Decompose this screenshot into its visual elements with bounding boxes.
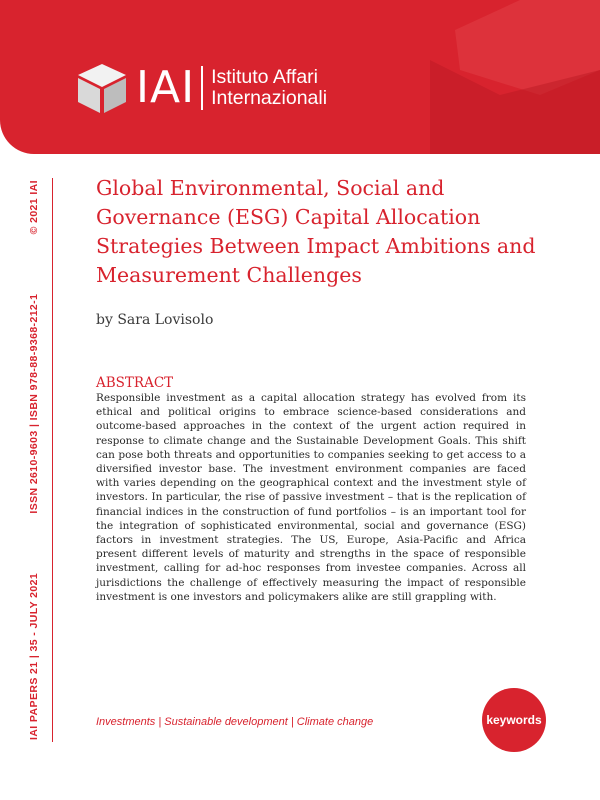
abstract-body: Responsible investment as a capital allocation strategy has evolved from its ethical and political origins to embrace science-based considerations and outcome-based approaches in the context of the urgent action required in response to climate change and the Sustainable Development Goals. This shift can pose both threats and opportunities to companies seeking to get access to a diversified investor base. The investment environment companies are faced with varies depending on the geographical context and the investment style of investors. In particular, the rise of passive investment – that is the replication of financial indices in the construction of fund portfolios – is an important tool for the integration of sophisticated environmental, social and governance (ESG) factors in investment strategies. The US, Europe, Asia-Pacific and Africa present different levels of maturity and strengths in the space of responsible investment, calling for ad-hoc responses from investee companies. Across all jurisdictions the challenge of effectively measuring the impact of responsible investment is one investors and policymakers alike are still grappling with. — [96, 392, 526, 603]
keywords-badge-label: keywords — [486, 713, 542, 727]
cube-logo-icon — [72, 60, 132, 116]
logo-name-line1: Istituto Affari — [211, 66, 319, 88]
paper-title: Global Environmental, Social and Governance (ESG) Capital Allocation Strategies Between Impact Ambitions and Measurement Challenges — [96, 176, 536, 287]
logo-separator — [201, 66, 203, 110]
logo-name-line2: Internazionali — [211, 87, 328, 109]
keywords-list: Investments | Sustainable development | Climate change — [96, 716, 374, 728]
logo-acronym: IAI — [136, 62, 196, 113]
author-byline: by Sara Lovisolo — [96, 312, 214, 328]
keywords-badge — [482, 688, 546, 752]
vertical-divider — [52, 178, 53, 742]
side-metadata-strip — [18, 180, 52, 740]
issn-isbn-label: ISSN 2610-9603 | ISBN 978-88-9368-212-1 — [28, 293, 40, 514]
series-label: IAI PAPERS 21 | 35 - JULY 2021 — [28, 572, 40, 740]
header-band — [0, 0, 600, 154]
logo-institute-name — [211, 67, 327, 109]
copyright-label: © 2021 IAI — [28, 180, 40, 235]
side-metadata-text — [22, 180, 46, 740]
institute-logo — [72, 58, 327, 118]
abstract-heading: ABSTRACT — [96, 375, 174, 391]
